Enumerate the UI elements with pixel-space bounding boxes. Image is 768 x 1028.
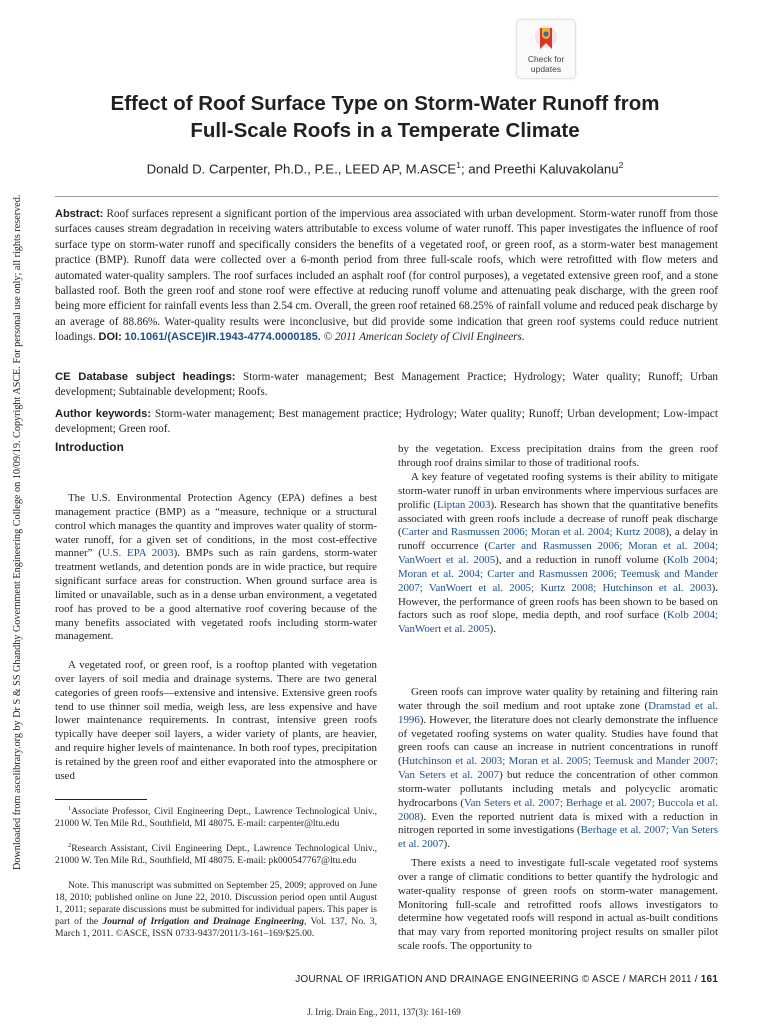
subject-headings-text: Storm-water management; Best Management Practice; Hydrology; Water quality; Runoff; Urban development; Subtainable development; Roofs.	[55, 371, 718, 399]
journal-footer-text: JOURNAL OF IRRIGATION AND DRAINAGE ENGINEERING © ASCE / MARCH 2011 /	[295, 974, 701, 985]
download-watermark	[0, 168, 23, 1028]
rp2-text-d: ). Even the reported nutrient data is mixed with a reduction in nitrogen reported in some investigations (	[398, 810, 718, 837]
author-1: Donald D. Carpenter, Ph.D., P.E., LEED AP, M.ASCE	[146, 161, 457, 177]
journal-name: Journal of Irrigation and Drainage Engineering	[102, 915, 305, 927]
citation-link[interactable]: Kolb 2004; Moran et al. 2004; Carter and Rasmussen 2006; Teemusk and Mander 2007; VanWoert et al. 2005; Kurtz 2008; Hutchinson et al. 2003	[398, 554, 718, 594]
rp1-text-c: ), a delay in runoff occurrence (	[398, 526, 719, 553]
citation-link[interactable]: Hutchinson et al. 2003; Moran et al. 2005; Teemusk and Mander 2007; Van Seters et al. 2007	[398, 755, 718, 782]
rp1-text-f: ).	[489, 623, 497, 636]
footnote-1	[55, 803, 377, 830]
footnote-2-mark: 2	[68, 842, 72, 849]
right-paragraph-0: by the vegetation. Excess precipitation drains from the green roof through roof drains similar to those of traditional roofs.	[398, 443, 718, 469]
section-heading-introduction: Introduction	[55, 440, 124, 454]
copyright-notice: © 2011 American Society of Civil Engineers.	[323, 331, 525, 344]
intro-p1-text-b: ). BMPs such as rain gardens, storm-water treatment wetlands, and detention ponds are in wide practice, but require significant surface areas for construction. When ground surface area is limited or unavailable, such as in a dense urban environment, a vegetated roof has proved to be a good alternative roof covering because of the many benefits associated with vegetated roofs including storm-water management.	[55, 547, 377, 643]
manuscript-note-text-a: Note. This manuscript was submitted on September 25, 2009; approved on June 18, 2010; published online on June 22, 2010. Discussion period open until August 1, 2011; separate discussions must be submitted for individual papers. This paper is part of the	[55, 880, 377, 927]
abstract	[55, 207, 718, 346]
manuscript-note	[55, 880, 377, 940]
bookmark-ribbon-icon	[533, 25, 559, 53]
updates-label: updates	[530, 64, 562, 74]
abstract-label: Abstract:	[55, 208, 104, 220]
paper-title	[40, 90, 730, 144]
subject-headings	[55, 370, 718, 401]
author-keywords-label: Author keywords:	[55, 408, 152, 420]
footnote-2	[55, 840, 377, 867]
citation-link[interactable]: Carter and Rasmussen 2006; Moran et al. 2004; VanWoert et al. 2005	[398, 540, 718, 567]
paper-title-line-2: Full-Scale Roofs in a Temperate Climate	[190, 119, 580, 142]
doi-link[interactable]: 10.1061/(ASCE)IR.1943-4774.0000185.	[124, 331, 321, 344]
header-divider	[55, 196, 718, 197]
footnote-1-text: Associate Professor, Civil Engineering Dept., Lawrence Technological Univ., 21000 W. Ten Mile Rd., Southfield, MI 48075. E-mail: carpenter@ltu.edu	[55, 806, 377, 830]
rp2-text-b: ). However, the literature does not clearly demonstrate the influence of vegetated roofing systems on water quality. Studies have found that green roofs can cause an increase in nutrient concentrations in runoff (	[398, 713, 718, 768]
author-2-affiliation-mark: 2	[618, 160, 624, 170]
subject-headings-label: CE Database subject headings:	[55, 371, 236, 383]
rp2-text-a: Green roofs can improve water quality by retaining and filtering rain water through the soil medium and root uptake zone (	[398, 686, 718, 712]
manuscript-note-text-b: , Vol. 137, No. 3, March 1, 2011. ©ASCE, ISSN 0733-9437/2011/3-161–169/$25.00.	[55, 915, 377, 939]
right-paragraph-3: There exists a need to investigate full-scale vegetated roof systems over a range of climatic conditions to better quantify the hydrologic and water-quality response of green roofs on storm-water management. Monitoring full-scale and retrofitted roofs allows investigators to determine how vegetated roofs will respond in actual as-built conditions that may vary from reported monitoring project results on smaller pilot scale roofs. The opportunity to	[398, 857, 718, 953]
citation-link[interactable]: Liptan 2003	[436, 498, 491, 511]
rp2-text-c: ) but reduce the concentration of other common storm-water pollutants including metals and polycyclic aromatic hydrocarbons (	[398, 769, 718, 809]
citation-link[interactable]: Dramstad et al. 1996	[398, 699, 718, 726]
intro-paragraph-1	[55, 492, 377, 644]
paper-title-line-1: Effect of Roof Surface Type on Storm-Water Runoff from	[110, 92, 660, 115]
author-list	[40, 156, 730, 178]
rp1-text-e: ). However, the performance of green roofs has been shown to be based on factors such as roof slope, media depth, and roof surface (	[398, 581, 718, 622]
author-2: Preethi Kaluvakolanu	[493, 161, 619, 177]
doi-label: DOI:	[98, 331, 122, 344]
right-paragraph-1	[398, 471, 718, 637]
rp2-text-e: ).	[443, 838, 451, 851]
author-keywords-text: Storm-water management; Best management practice; Hydrology; Water quality; Runoff; Urban development; Low-impact development; Green roof.	[55, 408, 719, 436]
footnote-2-text: Research Assistant, Civil Engineering Dept., Lawrence Technological Univ., 21000 W. Ten Mile Rd., Southfield, MI 48075. E-mail: pk000547767@ltu.edu	[55, 843, 377, 867]
rp1-text-a: A key feature of vegetated roofing systems is their ability to mitigate storm-water runoff in urban environments where impervious surfaces are prolific (	[398, 471, 718, 511]
check-for-updates-label: Check for	[527, 54, 565, 64]
author-separator: ; and	[460, 161, 494, 177]
footnote-divider	[55, 799, 147, 800]
journal-running-footer	[295, 974, 718, 985]
rp1-text-d: ), and a reduction in runoff volume (	[495, 554, 667, 567]
intro-paragraph-2: A vegetated roof, or green roof, is a rooftop planted with vegetation over layers of soil media and drainage systems. There are two general categories of green roofs—extensive and intensive. Extensive green roofs tend to use thinner soil media, weigh less, are less expensive and have lower maintenance requirements. In contrast, intensive green roofs typically have deeper soil layers, a wider variety of plants, are heavier, and require higher levels of maintenance. In both roof types, precipitation is retained by the green roof and either evaporated into the atmosphere or used	[55, 659, 377, 782]
citation-line: J. Irrig. Drain Eng., 2011, 137(3): 161-169	[307, 1007, 461, 1017]
author-keywords	[55, 407, 718, 438]
rp1-text-b: ). Research has shown that the quantitative benefits associated with green roofs include a decrease of runoff peak discharge (	[398, 498, 719, 539]
author-1-affiliation-mark: 1	[456, 160, 461, 170]
citation-link[interactable]: Carter and Rasmussen 2006; Moran et al. 2004; Kurtz 2008	[401, 526, 666, 539]
citation-link[interactable]: Berhage et al. 2007; Van Seters et al. 2007	[398, 824, 718, 851]
download-watermark-text: Downloaded from ascelibrary.org by Dr S & SS Ghandhy Government Engineering College on 10/09/19. Copyright ASCE. For personal use only; all rights reserved.	[12, 194, 23, 870]
page-number: 161	[700, 974, 718, 985]
citation-link[interactable]: Van Seters et al. 2007; Berhage et al. 2007; Buccola et al. 2008	[398, 796, 718, 823]
footnote-1-mark: 1	[68, 805, 72, 812]
citation-link[interactable]: U.S. EPA 2003	[101, 547, 174, 560]
citation-link[interactable]: Kolb 2004; VanWoert et al. 2005	[398, 609, 718, 636]
intro-p1-text-a: The U.S. Environmental Protection Agency (EPA) defines a best management practice (BMP) as a “measure, technique or a structural control which manages the quantity and improves water quality of storm-water runoff, for a given set of conditions, in the most cost-effective manner” (	[55, 492, 377, 560]
check-for-updates-button[interactable]	[516, 19, 576, 79]
abstract-body: Roof surfaces represent a significant portion of the impervious area associated with urban development. Storm-water runoff from those surfaces causes stream degradation in receiving waters attributable to excess volume of water runoff. This paper investigates the influence of roof surface type on storm-water runoff and specifically considers the benefits of a vegetated roof, or green roof, as a storm-water best management practice (BMP). Runoff data were collected over a 6-month period from three full-scale roofs, which were retrofitted with flow meters and automated water-quality samplers. The roof surfaces included an asphalt roof (for control purposes), a vegetated extensive green roof, and a stone ballasted roof. Both the green roof and stone roof were effective at reducing runoff volume and attenuating peak discharge, with the green roof being more efficient for rainfall events less than 2.54 cm. Overall, the green roof retained 68.25% of rainfall volume and reduced peak discharge by an average of 88.86%. Water-quality results were inconclusive, but did provide some indication that green roof systems could reduce nutrient loadings.	[55, 208, 718, 344]
right-paragraph-2	[398, 686, 718, 852]
